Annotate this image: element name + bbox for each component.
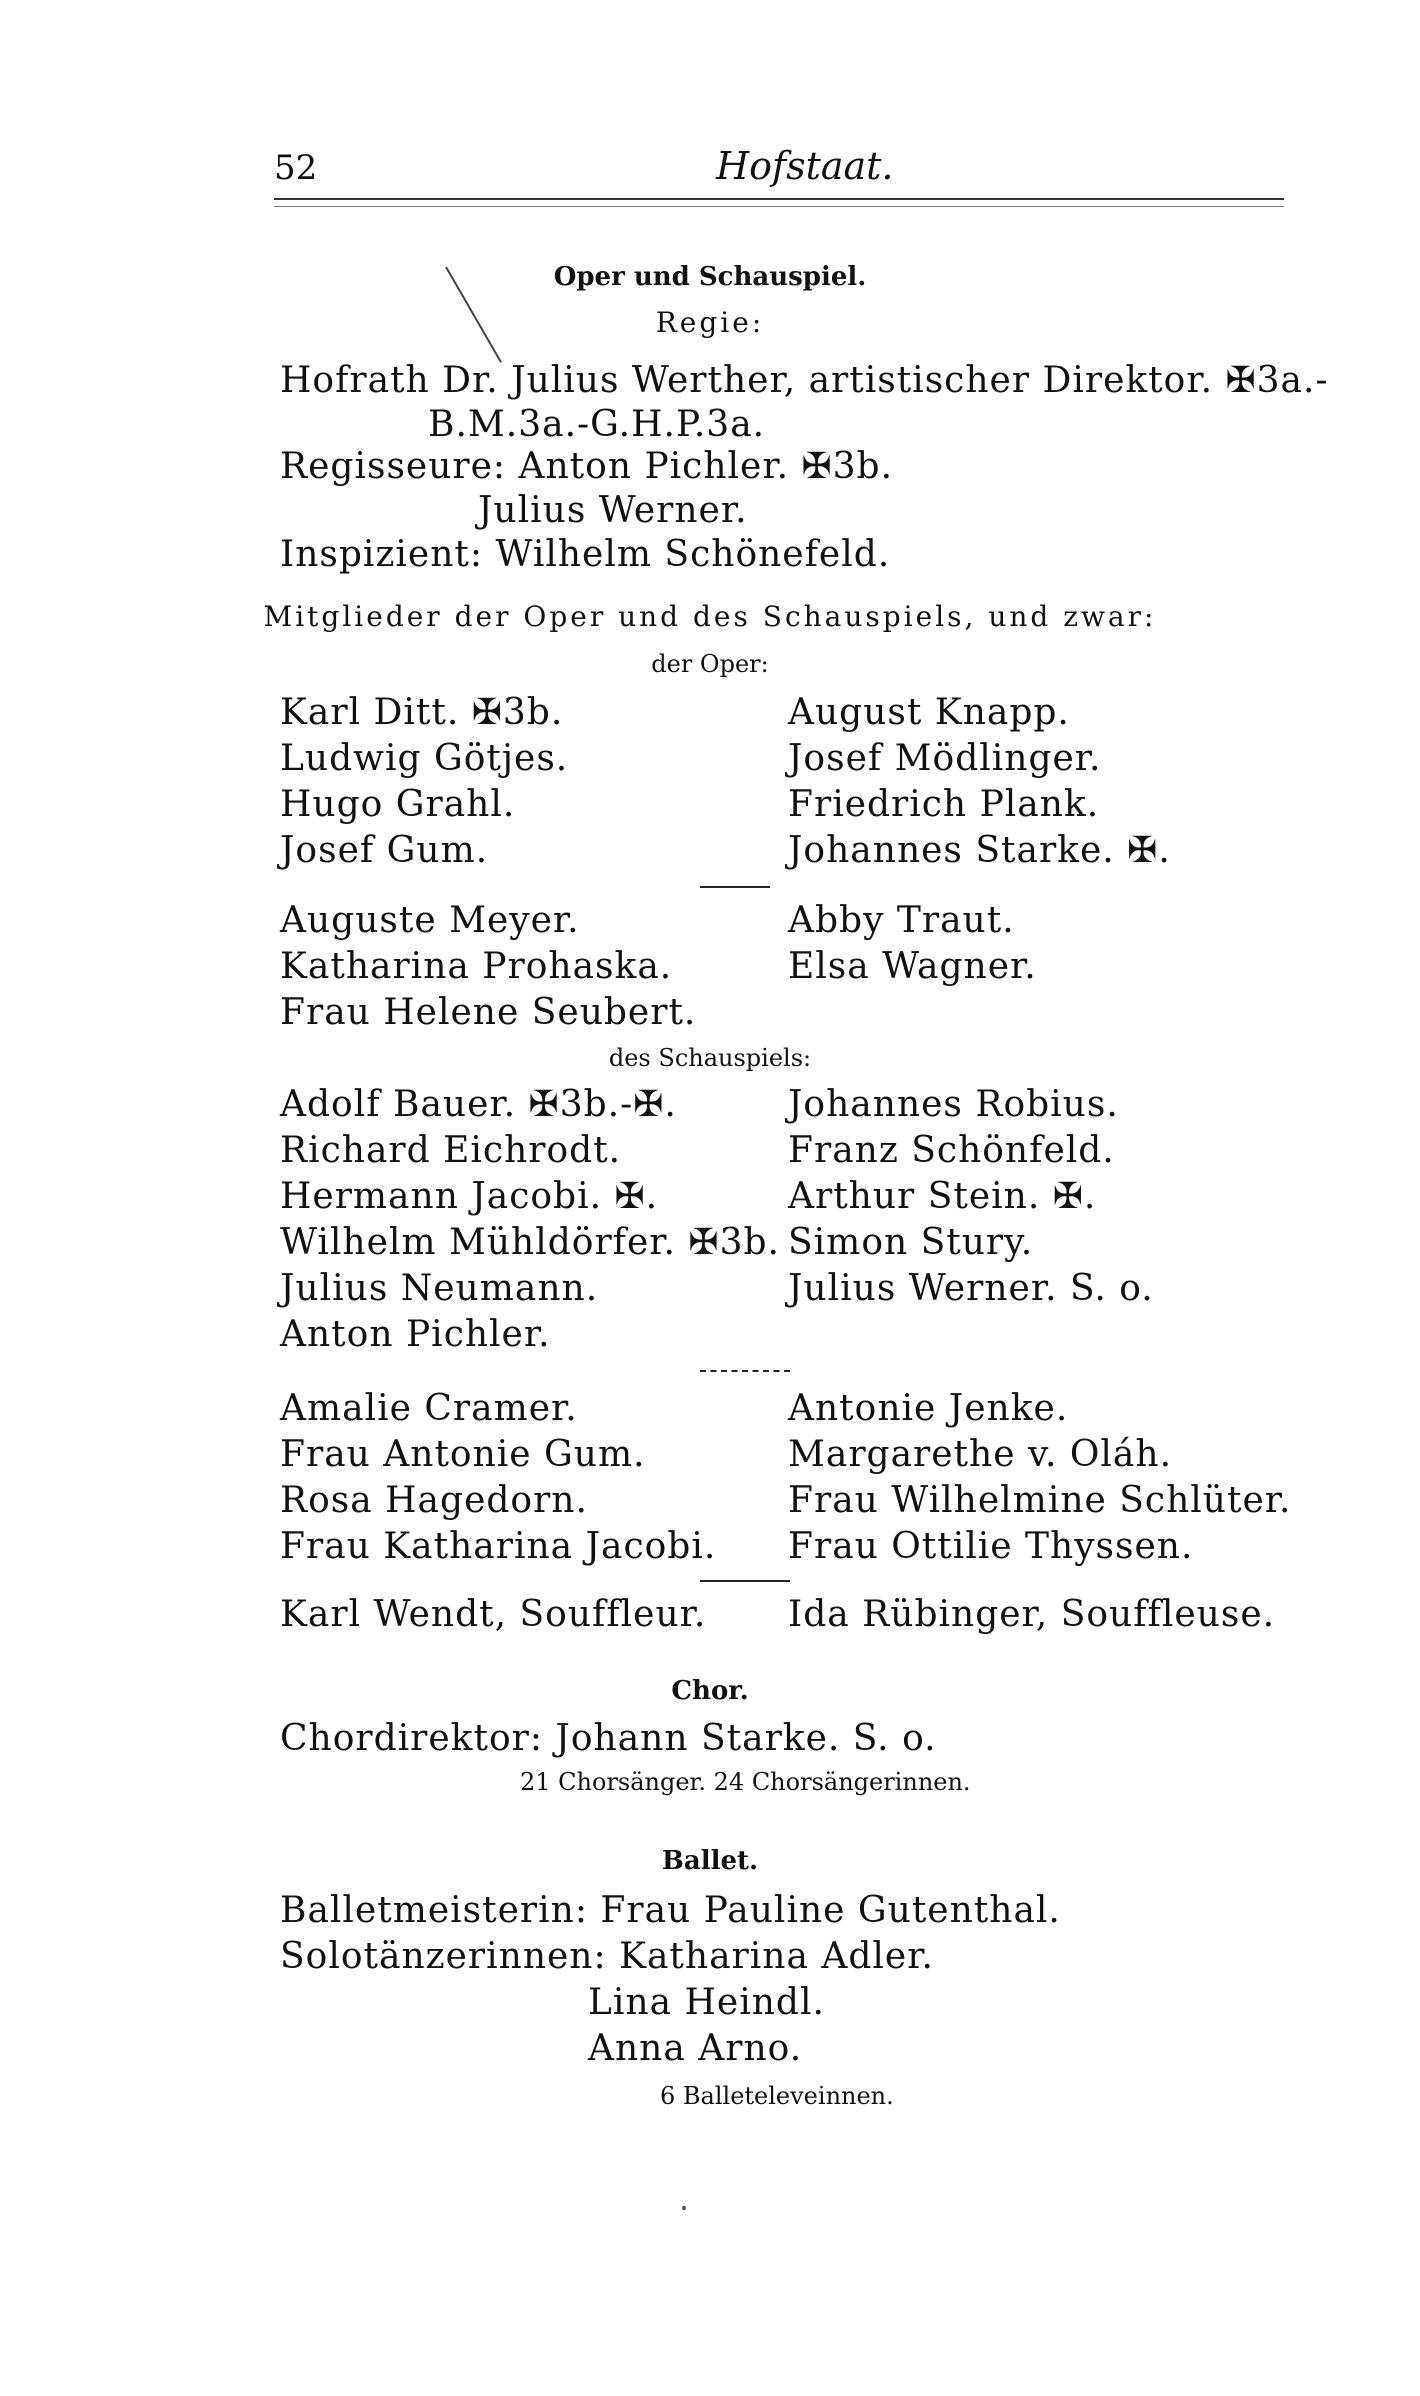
list-item: Friedrich Plank. bbox=[788, 784, 1100, 825]
list-item: Karl Ditt. ✠3b. bbox=[280, 692, 564, 733]
list-item: Richard Eichrodt. bbox=[280, 1130, 622, 1171]
list-item: Abby Traut. bbox=[788, 900, 1015, 941]
hofrath-orders: B.M.3a.-G.H.P.3a. bbox=[428, 404, 766, 445]
list-item: Elsa Wagner. bbox=[788, 946, 1037, 987]
list-item: Margarethe v. Oláh. bbox=[788, 1434, 1173, 1475]
header-rule bbox=[274, 198, 1284, 200]
balletmeisterin-line: Balletmeisterin: Frau Pauline Gutenthal. bbox=[280, 1890, 1061, 1931]
list-item: Arthur Stein. ✠. bbox=[788, 1176, 1097, 1217]
list-item: Anton Pichler. bbox=[280, 1314, 551, 1355]
list-item: Josef Gum. bbox=[280, 830, 489, 871]
balleteleveinnen-line: 6 Balleteleveinnen. bbox=[660, 2082, 894, 2110]
souffleuse-entry: Ida Rübinger, Souffleuse. bbox=[788, 1594, 1276, 1635]
regisseure-line: Regisseure: Anton Pichler. ✠3b. bbox=[280, 446, 894, 487]
list-item: Auguste Meyer. bbox=[280, 900, 580, 941]
solotaenzerin-entry: Lina Heindl. bbox=[588, 1982, 825, 2023]
regie-heading: Regie: bbox=[655, 306, 765, 339]
separator-rule bbox=[700, 886, 770, 888]
inspizient-line: Inspizient: Wilhelm Schönefeld. bbox=[280, 534, 891, 575]
regisseure-second: Julius Werner. bbox=[478, 490, 748, 531]
list-item: Frau Ottilie Thyssen. bbox=[788, 1526, 1194, 1567]
solotaenzerin-entry: Anna Arno. bbox=[588, 2028, 803, 2069]
header-rule-thin bbox=[274, 206, 1284, 207]
list-item: Simon Stury. bbox=[788, 1222, 1034, 1263]
separator-rule bbox=[700, 1370, 790, 1372]
ink-speck bbox=[682, 2206, 686, 2210]
list-item: Katharina Prohaska. bbox=[280, 946, 673, 987]
list-item: Johannes Robius. bbox=[788, 1084, 1119, 1125]
der-oper-heading: der Oper: bbox=[651, 650, 769, 678]
list-item: Frau Wilhelmine Schlüter. bbox=[788, 1480, 1292, 1521]
list-item: Julius Werner. S. o. bbox=[788, 1268, 1154, 1309]
list-item: Ludwig Götjes. bbox=[280, 738, 569, 779]
chor-heading: Chor. bbox=[671, 1676, 749, 1706]
section-heading-oper: Oper und Schauspiel. bbox=[553, 262, 867, 292]
chordirektor-line: Chordirektor: Johann Starke. S. o. bbox=[280, 1718, 937, 1759]
chor-count-line: 21 Chorsänger. 24 Chorsängerinnen. bbox=[520, 1768, 971, 1796]
list-item: Adolf Bauer. ✠3b.-✠. bbox=[280, 1084, 677, 1125]
separator-rule bbox=[700, 1580, 790, 1582]
hofrath-line: Hofrath Dr. Julius Werther, artistischer Direktor. ✠3a.- bbox=[280, 360, 1329, 401]
list-item: Frau Antonie Gum. bbox=[280, 1434, 646, 1475]
list-item: Rosa Hagedorn. bbox=[280, 1480, 588, 1521]
list-item: Frau Helene Seubert. bbox=[280, 992, 697, 1033]
list-item: Hugo Grahl. bbox=[280, 784, 516, 825]
list-item: Johannes Starke. ✠. bbox=[788, 830, 1171, 871]
page-number: 52 bbox=[274, 148, 318, 188]
list-item: Franz Schönfeld. bbox=[788, 1130, 1115, 1171]
list-item: Wilhelm Mühldörfer. ✠3b. bbox=[280, 1222, 780, 1263]
solotaenzerinnen-line: Solotänzerinnen: Katharina Adler. bbox=[280, 1936, 934, 1977]
list-item: August Knapp. bbox=[788, 692, 1070, 733]
list-item: Julius Neumann. bbox=[280, 1268, 599, 1309]
list-item: Hermann Jacobi. ✠. bbox=[280, 1176, 659, 1217]
souffleur-entry: Karl Wendt, Souffleur. bbox=[280, 1594, 707, 1635]
des-schauspiels-heading: des Schauspiels: bbox=[608, 1044, 812, 1072]
running-head: Hofstaat. bbox=[716, 144, 894, 188]
list-item: Antonie Jenke. bbox=[788, 1388, 1069, 1429]
mitglieder-heading: Mitglieder der Oper und des Schauspiels, und zwar: bbox=[263, 600, 1157, 633]
ballet-heading: Ballet. bbox=[661, 1846, 759, 1876]
list-item: Amalie Cramer. bbox=[280, 1388, 578, 1429]
list-item: Josef Mödlinger. bbox=[788, 738, 1102, 779]
list-item: Frau Katharina Jacobi. bbox=[280, 1526, 717, 1567]
